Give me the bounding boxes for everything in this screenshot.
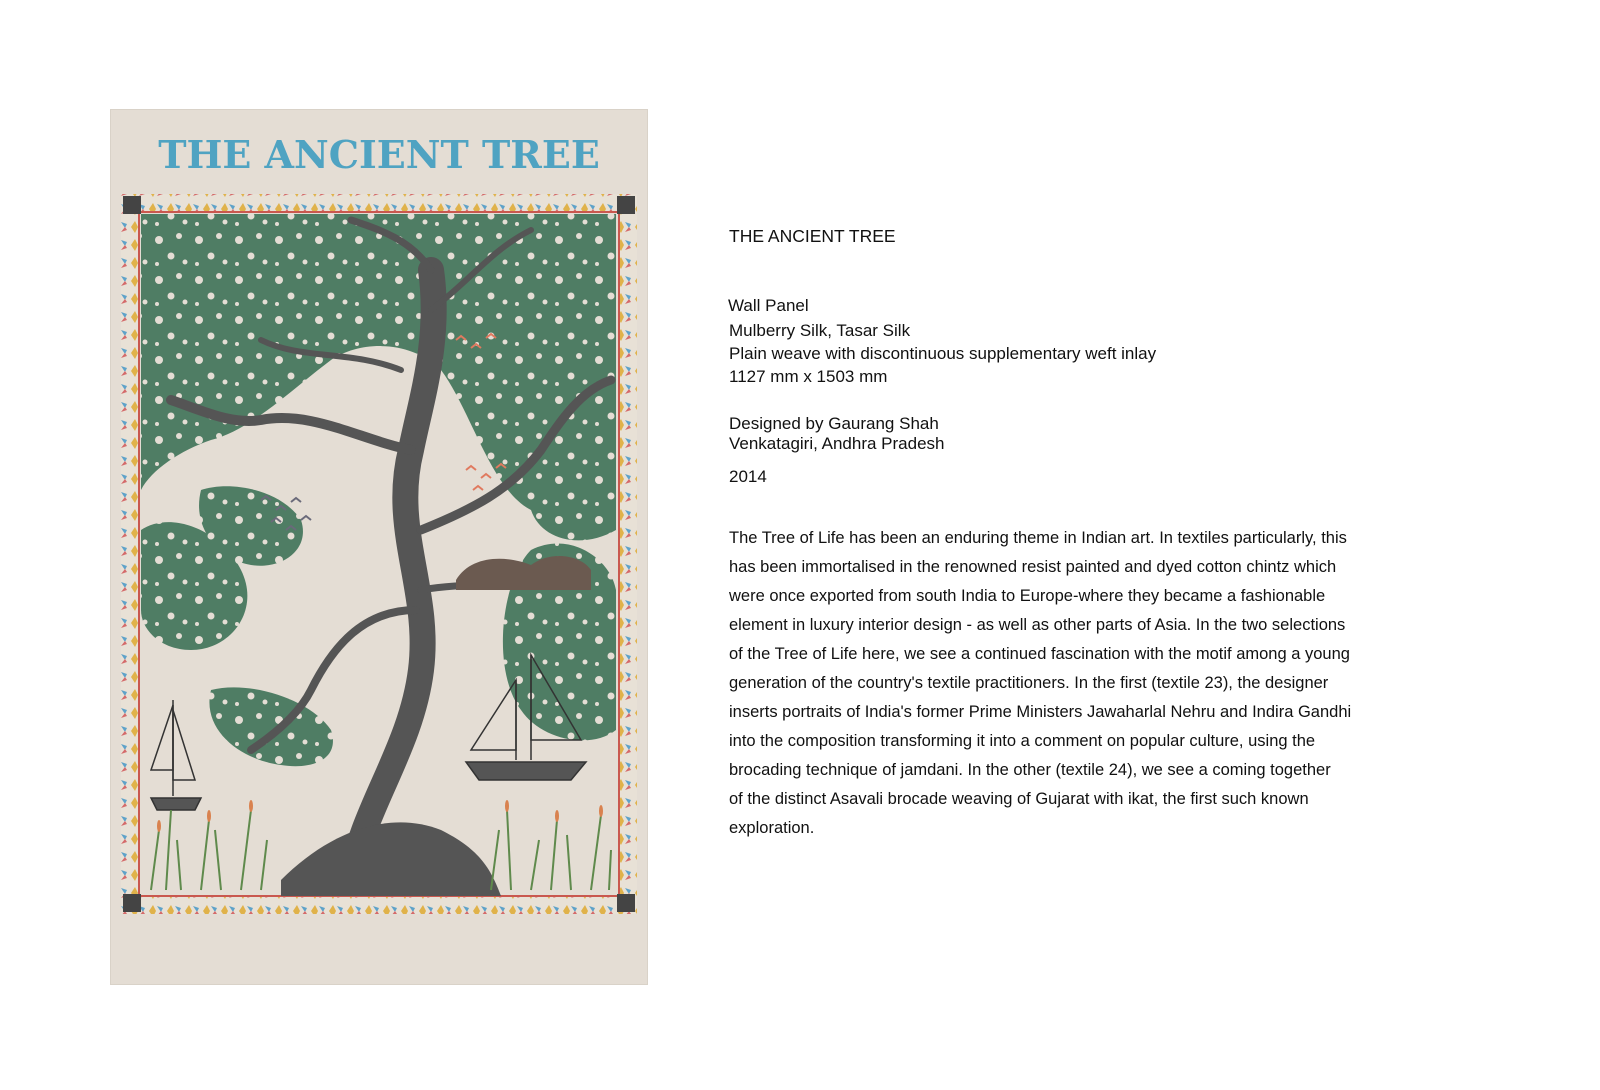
description-line: generation of the country's textile practitioners. In the first (textile 23), the designer (729, 674, 1329, 692)
artwork-materials: Mulberry Silk, Tasar Silk (729, 321, 911, 340)
artwork-description (729, 524, 1409, 843)
description-line: into the composition transforming it into a comment on popular culture, using the (729, 732, 1316, 750)
artwork-dimensions: 1127 mm x 1503 mm (729, 367, 888, 386)
artwork-designer: Designed by Gaurang Shah (729, 414, 939, 433)
textile-artwork (111, 110, 647, 984)
description-line: exploration. (729, 819, 815, 837)
corner-motif (617, 196, 635, 214)
corner-motif (123, 894, 141, 912)
artwork-year: 2014 (729, 467, 767, 486)
artwork-type: Wall Panel (728, 296, 809, 315)
description-line: of the distinct Asavali brocade weaving of Gujarat with ikat, the first such known (729, 790, 1309, 808)
description-line: of the Tree of Life here, we see a continued fascination with the motif among a young (729, 645, 1350, 663)
artwork-place: Venkatagiri, Andhra Pradesh (729, 434, 945, 453)
panel-title-text: THE ANCIENT TREE (158, 132, 600, 177)
textile-image (111, 110, 647, 984)
artwork-title: THE ANCIENT TREE (729, 226, 896, 246)
corner-motif (617, 894, 635, 912)
description-line: brocading technique of jamdani. In the other (textile 24), we see a coming together (729, 761, 1331, 779)
description-line: has been immortalised in the renowned resist painted and dyed cotton chintz which (729, 558, 1337, 576)
description-line: element in luxury interior design - as well as other parts of Asia. In the two selections (729, 616, 1346, 634)
description-line: inserts portraits of India's former Prime Ministers Jawaharlal Nehru and Indira Gandhi (729, 703, 1352, 721)
description-line: were once exported from south India to Europe-where they became a fashionable (729, 587, 1326, 605)
corner-motif (123, 196, 141, 214)
description-line: The Tree of Life has been an enduring theme in Indian art. In textiles particularly, this (729, 529, 1347, 547)
artwork-technique: Plain weave with discontinuous supplementary weft inlay (729, 344, 1157, 363)
